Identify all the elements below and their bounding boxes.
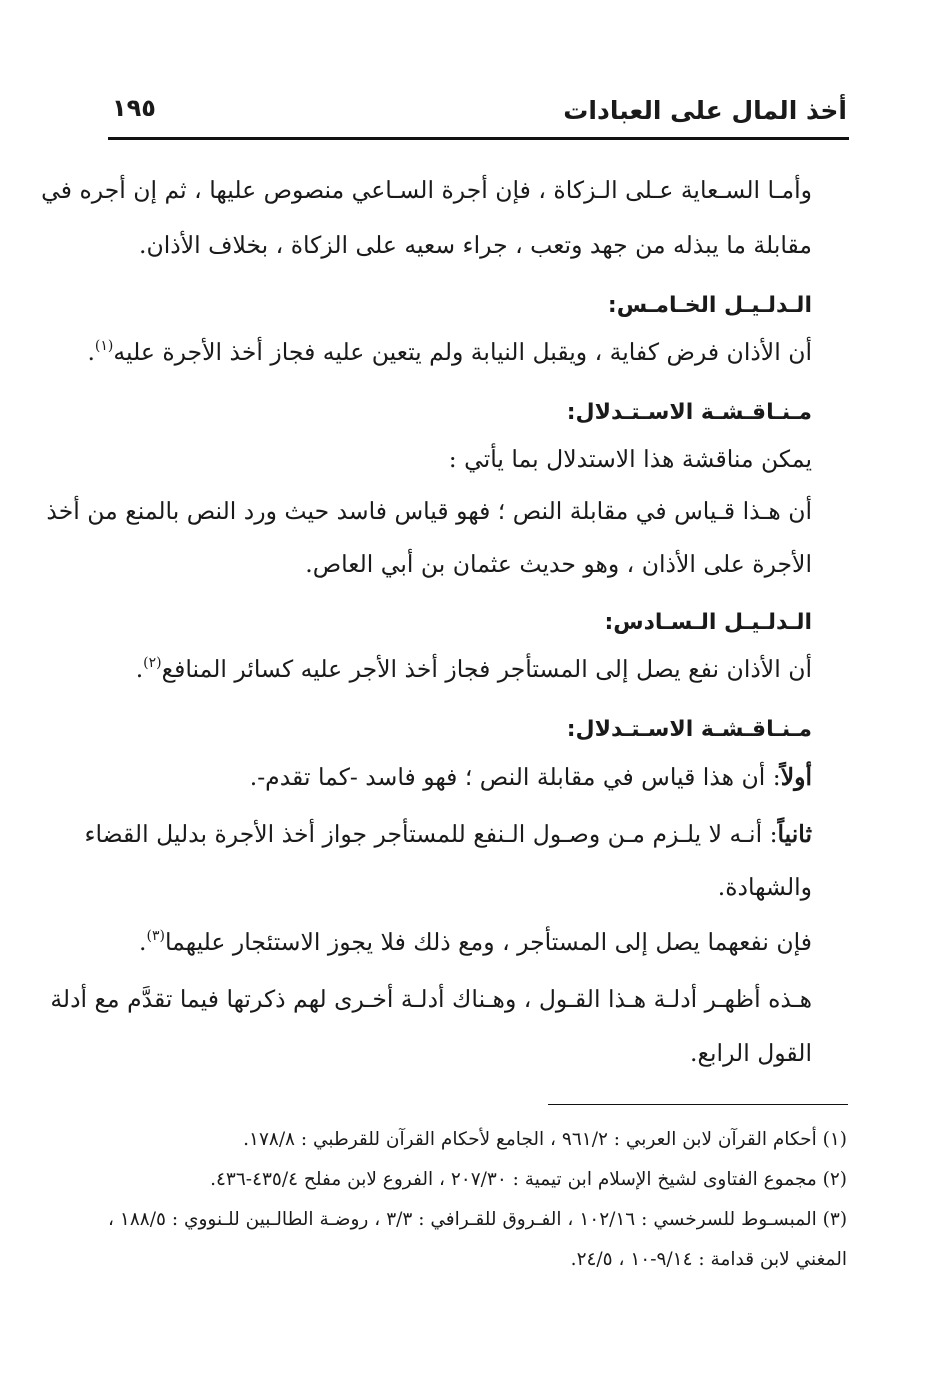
paragraph-line: القول الرابع. [690, 1039, 812, 1067]
paragraph-line: أن هـذا قـياس في مقابلة النص ؛ فهو قياس فاسد حيث ورد النص بالمنع من أخذ [46, 497, 812, 525]
footnote-ref[interactable]: (١) [94, 338, 114, 354]
paragraph-line: مقابلة ما يبذله من جهد وتعب ، جراء سعيه على الزكاة ، بخلاف الأذان. [138, 231, 812, 259]
footnote-ref[interactable]: (٣) [146, 928, 165, 944]
paragraph-line: فإن نفعهما يصل إلى المستأجر ، ومع ذلك فلا يجوز الاستئجار عليهما$^{(٣)}$. [139, 928, 812, 956]
paragraph-line: يمكن مناقشة هذا الاستدلال بما يأتي : [448, 445, 812, 473]
paragraph-line: أن الأذان فرض كفاية ، ويقبل النيابة ولم يتعين عليه فجاز أخذ الأجرة عليه$^{(١)}$. [87, 338, 812, 366]
section-heading: مـنـاقـشـة الاسـتـدلال: [566, 717, 812, 742]
footnote: (١) أحكام القرآن لابن العربي : ٩٦١/٢ ، الجامع لأحكام القرآن للقرطبي : ١٧٨/٨. [243, 1129, 847, 1150]
paragraph-line: هـذه أظهـر أدلـة هـذا القـول ، وهـناك أدلـة أخـرى لهم ذكرتها فيما تقدَّم مع أدلة [50, 985, 812, 1013]
footnote: المغني لابن قدامة : ٩/١٤-١٠ ، ٢٤/٥. [570, 1249, 847, 1270]
paragraph-line: ثانياً: أنـه لا يلـزم مـن وصـول الـنفع للمستأجر جواز أخذ الأجرة بدليل القضاء [84, 820, 812, 848]
footnote: (٢) مجموع الفتاوى لشيخ الإسلام ابن تيمية : ٢٠٧/٣٠ ، الفروع لابن مفلح ٤٣٥/٤-٤٣٦. [210, 1169, 847, 1190]
footnote: (٣) المبسـوط للسرخسي : ١٠٢/١٦ ، الفـروق للقـرافي : ٣/٣ ، روضـة الطالـبين للـنووي : ١٨٨/٥ ، [108, 1209, 848, 1230]
running-header [112, 88, 847, 136]
paragraph-line: أولاً: أن هذا قياس في مقابلة النص ؛ فهو فاسد -كما تقدم-. [249, 763, 812, 791]
point-label: ثانياً [777, 820, 812, 848]
paragraph-line: أن الأذان نفع يصل إلى المستأجر فجاز أخذ الأجر عليه كسائر المنافع$^{(٢)}$. [135, 655, 812, 683]
page-number: ١٩٥ [112, 94, 156, 122]
paragraph-line: وأمـا السـعاية عـلى الـزكاة ، فإن أجرة السـاعي منصوص عليها ، ثم إن أجره في [41, 176, 812, 204]
footnote-rule [548, 1104, 848, 1105]
paragraph-line: الأجرة على الأذان ، وهو حديث عثمان بن أبي العاص. [305, 550, 812, 578]
point-label: أولاً [780, 763, 812, 791]
section-heading: الـدلـيـل الخـامـس: [607, 293, 812, 318]
section-heading: الـدلـيـل الـسـادس: [604, 610, 812, 635]
paragraph-line: والشهادة. [717, 873, 812, 901]
running-title: أخذ المال على العبادات [563, 96, 847, 125]
section-heading: مـنـاقـشـة الاسـتـدلال: [566, 400, 812, 425]
header-rule [108, 137, 849, 140]
footnote-ref[interactable]: (٢) [143, 655, 162, 671]
